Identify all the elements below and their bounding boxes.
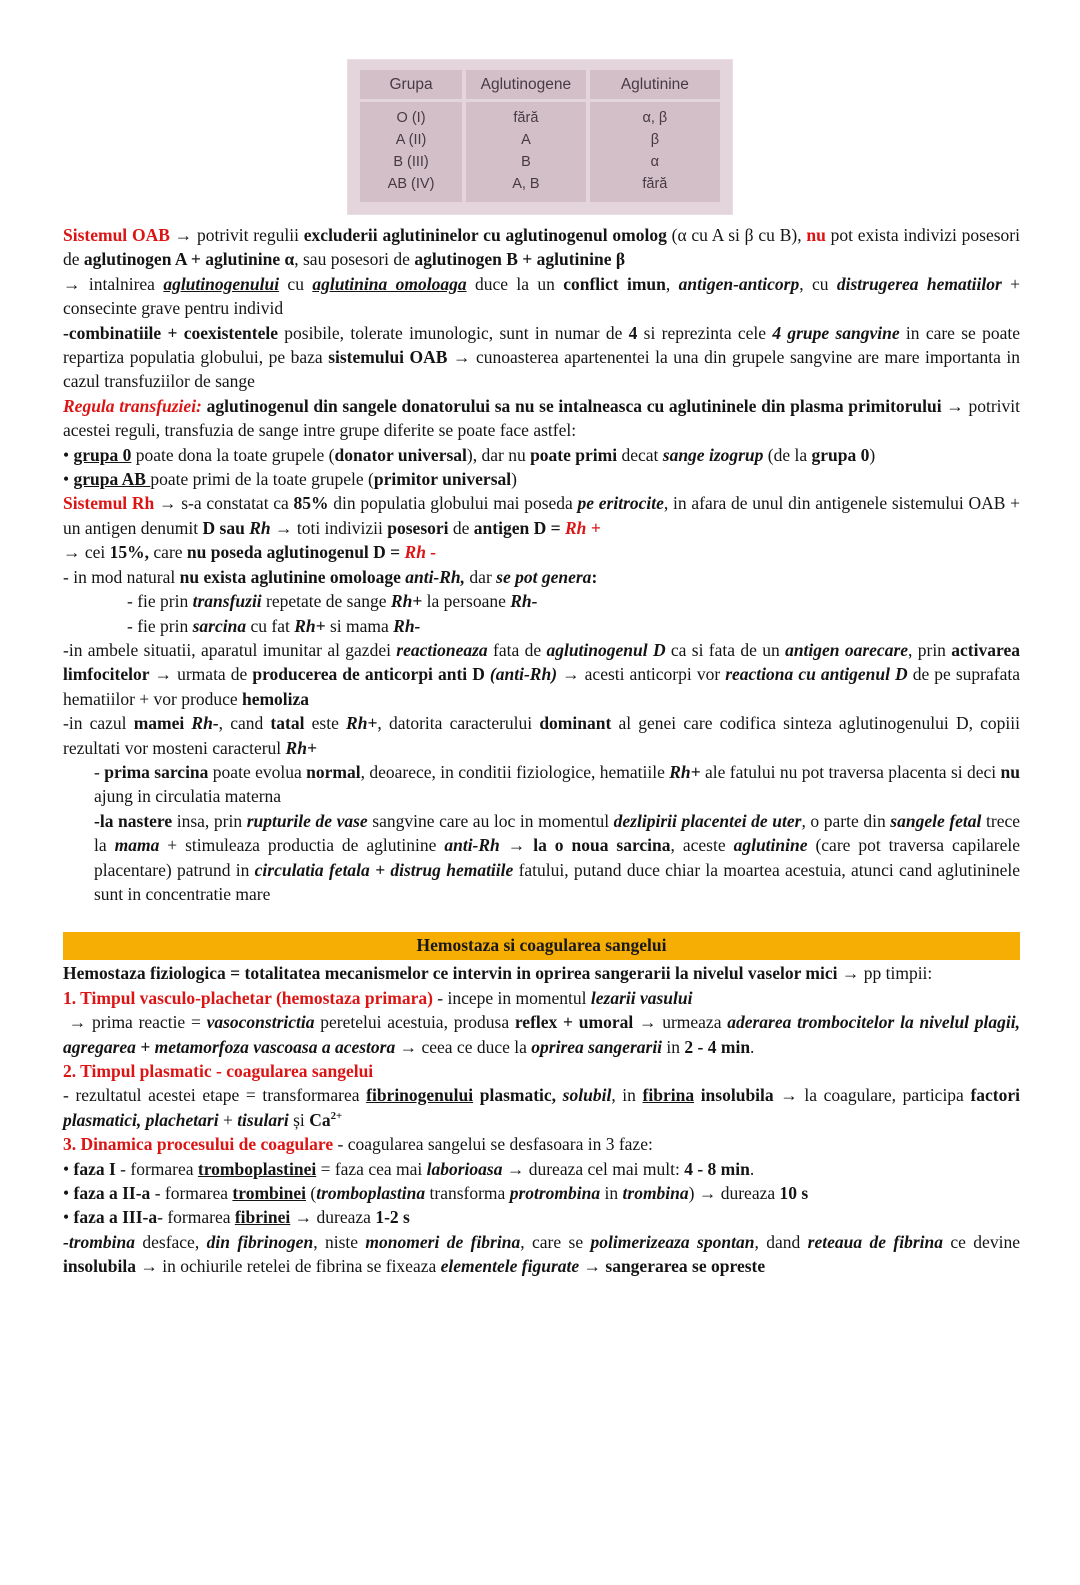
- text-segment: oprirea sangerarii: [531, 1036, 663, 1057]
- text-segment: -in ambele situatii, aparatul imunitar al gazdei: [63, 639, 397, 660]
- text-segment: nu exista aglutinine omoloage: [179, 566, 406, 587]
- text-segment: → cei: [63, 542, 110, 563]
- text-segment: poate primi: [530, 444, 618, 465]
- text-segment: -in cazul: [63, 713, 134, 734]
- text-segment: 2+: [330, 1109, 343, 1122]
- text-segment: , niste: [313, 1231, 366, 1252]
- text-segment: Rh-: [191, 713, 219, 734]
- text-segment: Rh+: [390, 591, 423, 612]
- text-segment: ) → dureaza: [688, 1183, 780, 1204]
- text-segment: dezlipirii placentei de uter: [613, 810, 802, 831]
- text-segment: reactioneaza: [396, 639, 488, 660]
- text-segment: protrombina: [509, 1183, 601, 1204]
- table-cell: [360, 102, 462, 202]
- text-segment: grupa AB: [73, 469, 151, 490]
- text-segment: anti-Rh,: [405, 566, 466, 587]
- paragraph: [63, 961, 1020, 985]
- paragraph: [63, 491, 1020, 540]
- text-segment: •: [63, 444, 74, 465]
- text-segment: 3. Dinamica procesului de coagulare: [63, 1134, 334, 1155]
- text-segment: dominant: [539, 713, 612, 734]
- text-segment: (de la: [763, 444, 812, 465]
- text-segment: posibile, tolerate imunologic, sunt in numar de: [277, 322, 629, 343]
- paragraph: [94, 760, 1020, 809]
- text-segment: 2 - 4 min: [684, 1036, 751, 1057]
- paragraph: [63, 321, 1020, 394]
- text-segment: trombina: [622, 1183, 689, 1204]
- text-segment: rupturile de vase: [246, 810, 368, 831]
- text-segment: - fie prin: [127, 615, 193, 636]
- text-segment: laborioasa: [426, 1158, 503, 1179]
- table-cell-line: A: [521, 132, 531, 148]
- text-segment: - incepe in momentul: [432, 987, 591, 1008]
- text-segment: → pp timpii:: [837, 963, 933, 984]
- section-heading-band: Hemostaza si coagularea sangelui: [63, 932, 1020, 960]
- text-segment: , care se: [520, 1231, 591, 1252]
- text-segment: → dureaza cel mai mult:: [502, 1158, 685, 1179]
- text-segment: dar: [465, 566, 497, 587]
- text-segment: Rh+: [669, 761, 701, 782]
- text-segment: ca si fata de un: [665, 639, 786, 660]
- table-cell-line: B (III): [393, 154, 429, 170]
- text-segment: Rh-: [393, 615, 421, 636]
- text-segment: prima sarcina: [104, 761, 209, 782]
- table-cell-line: fără: [642, 176, 668, 192]
- text-segment: , prin: [908, 639, 952, 660]
- text-segment: insa, prin: [172, 810, 247, 831]
- text-segment: polimerizeaza spontan: [590, 1231, 755, 1252]
- text-segment: - in mod natural: [63, 566, 180, 587]
- text-segment: (: [306, 1183, 317, 1204]
- text-segment: faza I: [73, 1158, 116, 1179]
- text-segment: (α cu A si β cu B),: [666, 225, 807, 245]
- text-segment: fibrinei: [234, 1207, 291, 1228]
- text-segment: decat: [617, 444, 663, 465]
- text-segment: .: [750, 1036, 755, 1057]
- text-segment: faza a III-a: [73, 1207, 158, 1228]
- text-segment: fata de: [487, 639, 547, 660]
- paragraph: [63, 1059, 1020, 1083]
- text-segment: - fie prin: [127, 591, 193, 612]
- table-body: [360, 102, 720, 202]
- text-segment: al genei care codifica sinteza aglutinogenului D, copiii rezultati vor mosteni caracterul: [63, 713, 1020, 758]
- text-segment: ,: [665, 273, 679, 294]
- text-segment: → potrivit acestei reguli, transfuzia de sange intre grupe diferite se poate face astfel:: [63, 395, 1021, 441]
- text-segment: mamei: [133, 713, 192, 734]
- paragraph: [94, 809, 1020, 907]
- text-segment: (care pot traversa capilarele placentare) patrund in: [94, 835, 1021, 880]
- text-segment: poate dona la toate grupele (: [131, 444, 335, 465]
- text-segment: repetate de sange: [261, 591, 391, 612]
- text-segment: -la nastere: [94, 810, 173, 831]
- text-segment: → dureaza: [290, 1207, 376, 1228]
- text-segment: lezarii vasului: [590, 987, 693, 1008]
- text-segment: reflex + umoral: [514, 1012, 634, 1033]
- text-segment: + stimuleaza productia de aglutinine: [159, 835, 445, 856]
- text-segment: Rh+: [285, 737, 317, 758]
- text-segment: →: [499, 835, 534, 856]
- text-segment: nu: [806, 225, 826, 245]
- text-segment: fibrinogenului: [366, 1085, 474, 1106]
- text-segment: grupa 0: [811, 444, 870, 465]
- paragraph: [63, 1205, 1020, 1229]
- text-segment: posesori: [387, 517, 449, 538]
- paragraph: [63, 1157, 1020, 1181]
- text-segment: poate primi de la toate grupele (: [150, 469, 374, 490]
- paragraph: [127, 614, 1020, 638]
- text-segment: distrugerea hematiilor: [836, 273, 1002, 294]
- table-cell-line: O (I): [396, 110, 426, 126]
- text-segment: •: [63, 1207, 74, 1228]
- text-segment: nu: [1000, 761, 1021, 782]
- text-segment: sarcina: [192, 615, 247, 636]
- text-segment: → cunoasterea apartenentei la una din grupele sangvine are mare importanta in cazul transfuziilor de sange: [63, 347, 1020, 392]
- text-segment: → prima reactie =: [63, 1012, 207, 1033]
- text-segment: -: [94, 761, 105, 782]
- text-segment: tromboplastinei: [197, 1158, 317, 1179]
- text-segment: faza a II-a: [73, 1183, 151, 1204]
- text-segment: aderarea trombocitelor la nivelul plagii, agregarea + metamorfoza vascoasa a acestora: [63, 1012, 1021, 1057]
- text-segment: tisulari: [237, 1109, 289, 1130]
- text-segment: sistemului OAB: [328, 347, 448, 368]
- text-segment: producerea de anticorpi anti D: [252, 664, 490, 685]
- text-segment: excluderii aglutininelor cu aglutinogenul omolog: [303, 225, 667, 245]
- text-segment: și: [288, 1109, 310, 1130]
- text-segment: la persoane: [422, 591, 511, 612]
- text-segment: ), dar nu: [466, 444, 531, 465]
- text-segment: aglutinogenul din sangele donatorului sa nu se intalneasca cu aglutininele din plasma primitorului: [206, 395, 942, 416]
- document-body: [63, 223, 1020, 1279]
- table-cell: [590, 102, 720, 202]
- text-segment: pot exista indivizi posesori de: [63, 225, 1020, 270]
- text-segment: → la coagulare, participa: [773, 1085, 971, 1106]
- text-segment: Rh: [249, 517, 271, 538]
- paragraph: [63, 1181, 1020, 1205]
- text-segment: antigen D =: [473, 517, 565, 538]
- text-segment: grupa 0: [73, 444, 132, 465]
- text-segment: ale fatului nu pot traversa placenta si deci: [700, 761, 1001, 782]
- text-segment: → potrivit regulii: [169, 225, 304, 245]
- text-segment: → intalnirea: [63, 273, 164, 294]
- table-head: [360, 70, 720, 99]
- text-segment: de: [448, 517, 474, 538]
- text-segment: 4 - 8 min: [684, 1158, 750, 1179]
- table-cell: [466, 102, 586, 202]
- text-segment: Rh -: [404, 542, 437, 563]
- text-segment: - rezultatul acestei etape = transformarea: [63, 1085, 367, 1106]
- paragraph: [63, 467, 1020, 491]
- text-segment: fibrina: [642, 1085, 695, 1106]
- text-segment: ce devine: [942, 1231, 1020, 1252]
- text-segment: aglutinina omoloaga: [312, 273, 467, 294]
- text-segment: - formarea: [157, 1207, 235, 1228]
- text-segment: .: [749, 1158, 755, 1179]
- paragraph: [63, 1083, 1020, 1132]
- table-header-cell: Grupa: [360, 70, 462, 99]
- text-segment: , sau posesori de: [294, 249, 415, 270]
- text-segment: plasmatici, plachetari: [63, 1109, 219, 1130]
- text-segment: plasmatic,: [473, 1085, 557, 1106]
- text-segment: + consecinte grave pentru individ: [63, 273, 1021, 319]
- text-segment: si mama: [325, 615, 394, 636]
- text-segment: in care se poate repartiza populatia globului, pe baza: [63, 322, 1021, 368]
- text-segment: , in: [611, 1085, 643, 1106]
- text-segment: in: [600, 1183, 623, 1204]
- paragraph: [63, 443, 1020, 467]
- text-segment: Hemostaza fiziologica = totalitatea mecanismelor ce intervin in oprirea sangerarii la nivelul vaselor mici: [63, 963, 838, 984]
- text-segment: primitor universal: [373, 469, 512, 490]
- text-segment: ): [511, 469, 517, 490]
- paragraph: [63, 1132, 1020, 1156]
- text-segment: Regula transfuziei:: [63, 395, 202, 416]
- text-segment: 4: [628, 322, 638, 343]
- text-segment: 1. Timpul vasculo-plachetar (hemostaza primara): [63, 987, 433, 1008]
- text-segment: nu poseda aglutinogenul D =: [186, 542, 405, 563]
- text-segment: reteaua de fibrina: [807, 1231, 943, 1252]
- blood-groups-table: [356, 67, 724, 205]
- text-segment: (anti-Rh): [489, 664, 558, 685]
- text-segment: 4 grupe sangvine: [772, 322, 900, 343]
- paragraph: [63, 272, 1020, 321]
- text-segment: in: [662, 1036, 685, 1057]
- text-segment: anti-Rh: [444, 835, 500, 856]
- text-segment: circulatia fetala + distrug hematiile: [254, 859, 514, 880]
- text-segment: de pe suprafata hematiilor + vor produce: [63, 664, 1020, 709]
- text-segment: aglutinine: [733, 835, 808, 856]
- text-segment: vasoconstrictia: [206, 1012, 315, 1033]
- paragraph: [63, 711, 1020, 760]
- text-segment: antigen oarecare: [785, 639, 909, 660]
- blood-groups-table-scan: [348, 60, 732, 214]
- text-segment: la o noua sarcina: [533, 835, 671, 856]
- table-header-row: [360, 70, 720, 99]
- text-segment: •: [63, 1158, 74, 1179]
- text-segment: , aceste: [670, 835, 734, 856]
- text-segment: - coagularea sangelui se desfasoara in 3 faze:: [333, 1134, 653, 1155]
- text-segment: cu: [279, 273, 313, 294]
- text-segment: → urmeaza: [633, 1012, 728, 1033]
- text-segment: fatului, putand duce chiar la moartea acestuia, atunci cand aglutininele sunt in concentratie mare: [94, 859, 1020, 904]
- paragraph: [63, 986, 1020, 1010]
- text-segment: desface,: [134, 1231, 207, 1252]
- text-segment: aglutinogen A + aglutinine α: [83, 249, 295, 270]
- text-segment: Sistemul Rh: [63, 493, 155, 514]
- document-page: [0, 60, 1080, 1585]
- text-segment: 10 s: [779, 1183, 809, 1204]
- paragraph: [127, 589, 1020, 613]
- text-segment: ): [869, 444, 876, 465]
- text-segment: antigen-anticorp: [678, 273, 800, 294]
- text-segment: → toti indivizii: [270, 517, 388, 538]
- paragraph: [63, 394, 1020, 443]
- text-segment: care: [149, 542, 187, 563]
- text-segment: → ceea ce duce la: [395, 1036, 532, 1057]
- text-segment: din fibrinogen: [206, 1231, 314, 1252]
- text-segment: normal: [306, 761, 361, 782]
- table-body-row: [360, 102, 720, 202]
- text-segment: , o parte din: [801, 810, 891, 831]
- text-segment: sange izogrup: [662, 444, 764, 465]
- text-segment: duce la un: [466, 273, 564, 294]
- text-segment: sangerarea se opreste: [605, 1256, 766, 1277]
- text-segment: insolubila: [63, 1256, 136, 1277]
- text-segment: trece la: [94, 810, 1020, 856]
- paragraph: [63, 565, 1020, 589]
- text-segment: 85%: [293, 493, 329, 514]
- text-segment: mama: [114, 835, 160, 856]
- text-segment: Rh+: [346, 713, 378, 734]
- table-cell-line: AB (IV): [387, 176, 435, 192]
- text-segment: reactiona cu antigenul D: [725, 664, 908, 685]
- text-segment: -combinatiile + coexistentele: [63, 322, 278, 343]
- table-cell-line: A (II): [395, 132, 427, 148]
- text-segment: aglutinogen B + aglutinine β: [414, 249, 626, 270]
- text-segment: 1-2 s: [375, 1207, 410, 1228]
- text-segment: se pot genera: [496, 566, 592, 587]
- text-segment: ajung in circulatia materna: [94, 786, 282, 807]
- text-segment: , in afara de unul din antigenele sistemului OAB + un antigen denumit: [63, 493, 1021, 538]
- text-segment: hemoliza: [241, 688, 310, 709]
- text-segment: , cu: [799, 273, 837, 294]
- text-segment: donator universal: [334, 444, 467, 465]
- text-segment: activarea limfocitelor: [63, 639, 1020, 685]
- text-segment: aglutinogenul D: [546, 639, 666, 660]
- text-segment: +: [218, 1109, 238, 1130]
- text-segment: -trombina: [63, 1231, 135, 1252]
- text-segment: peretelui acestuia, produsa: [314, 1012, 515, 1033]
- text-segment: tatal: [270, 713, 305, 734]
- text-segment: , cand: [218, 713, 271, 734]
- text-segment: aglutinogenului: [163, 273, 280, 294]
- text-segment: factori: [970, 1085, 1020, 1106]
- text-segment: trombinei: [232, 1183, 306, 1204]
- text-segment: Sistemul OAB: [63, 225, 170, 245]
- text-segment: → in ochiurile retelei de fibrina se fixeaza: [135, 1256, 441, 1277]
- text-segment: si reprezinta cele: [637, 322, 773, 343]
- table-header-cell: Aglutinogene: [466, 70, 586, 99]
- text-segment: monomeri de fibrina: [365, 1231, 521, 1252]
- table-cell-line: β: [650, 132, 660, 148]
- text-segment: insolubila: [694, 1085, 774, 1106]
- text-segment: sangele fetal: [890, 810, 982, 831]
- paragraph: [63, 540, 1020, 564]
- table-cell-line: fără: [513, 110, 539, 126]
- text-segment: Ca: [309, 1109, 331, 1130]
- text-segment: poate evolua: [208, 761, 307, 782]
- text-segment: din populatia globului mai poseda: [328, 493, 578, 514]
- text-segment: pe eritrocite: [577, 493, 664, 514]
- text-segment: tromboplastina: [316, 1183, 426, 1204]
- text-segment: → s-a constatat ca: [154, 493, 294, 514]
- text-segment: conflict imun: [563, 273, 666, 294]
- text-segment: - formarea: [150, 1183, 233, 1204]
- text-segment: 2. Timpul plasmatic - coagularea sangelui: [63, 1061, 374, 1081]
- text-segment: , dand: [754, 1231, 808, 1252]
- text-segment: •: [63, 1183, 74, 1204]
- table-header-cell: Aglutinine: [590, 70, 720, 99]
- text-segment: sangvine care au loc in momentul: [367, 810, 614, 831]
- text-segment: , datorita caracterului: [377, 713, 540, 734]
- text-segment: - formarea: [115, 1158, 198, 1179]
- text-segment: → acesti anticorpi vor: [557, 664, 726, 685]
- text-segment: •: [63, 469, 74, 490]
- table-cell-line: α: [650, 154, 660, 170]
- paragraph: [63, 1230, 1020, 1279]
- text-segment: elementele figurate: [440, 1256, 580, 1277]
- text-segment: 15%,: [109, 542, 150, 563]
- text-segment: cu fat: [246, 615, 295, 636]
- text-segment: [556, 1085, 563, 1105]
- text-segment: transforma: [425, 1183, 510, 1204]
- text-segment: , deoarece, in conditii fiziologice, hematiile: [360, 761, 670, 782]
- text-segment: = faza cea mai: [316, 1158, 427, 1179]
- text-segment: Rh +: [564, 517, 601, 538]
- text-segment: D sau: [202, 517, 250, 538]
- text-segment: →: [579, 1256, 606, 1277]
- table-cell-line: B: [521, 154, 531, 170]
- text-segment: Rh+: [294, 615, 326, 636]
- table-cell-line: α, β: [642, 110, 668, 126]
- text-segment: Rh-: [510, 591, 538, 612]
- table-cell-line: A, B: [512, 176, 540, 192]
- paragraph: [63, 1010, 1020, 1059]
- text-segment: solubil: [562, 1085, 612, 1106]
- text-segment: :: [591, 566, 598, 587]
- paragraph: [63, 223, 1020, 272]
- text-segment: transfuzii: [192, 591, 262, 612]
- paragraph: [63, 638, 1020, 711]
- text-segment: → urmata de: [149, 664, 253, 685]
- text-segment: este: [304, 713, 347, 734]
